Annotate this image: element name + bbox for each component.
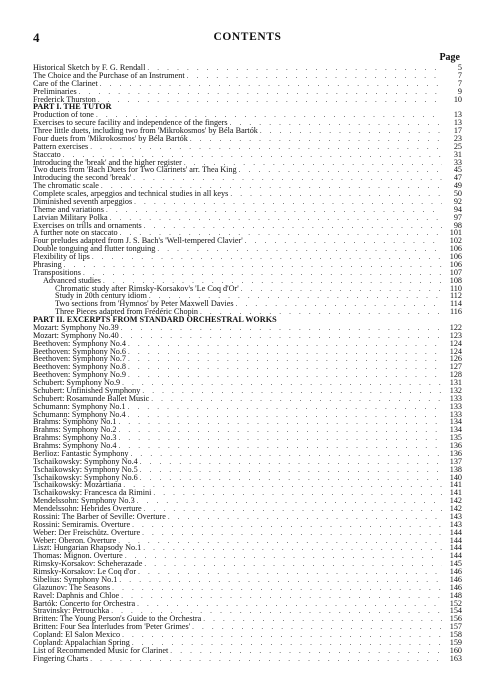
- dot-leader: [190, 136, 442, 144]
- toc-entry-page: 33: [453, 157, 462, 167]
- toc-entry-page: 163: [449, 653, 462, 663]
- dot-leader: [122, 632, 442, 640]
- toc-entry-title: Brahms: Symphony No.4: [33, 441, 117, 450]
- page-title: CONTENTS: [213, 31, 282, 43]
- toc-entry-title: A further note on staccato: [33, 228, 118, 238]
- toc-entry-page: 142: [449, 504, 462, 513]
- dot-leader: [132, 640, 442, 648]
- dot-leader: [170, 648, 442, 656]
- toc-entry-page: 140: [449, 472, 462, 482]
- toc-entry-page: 134: [449, 425, 462, 435]
- toc-entry-page: 133: [449, 401, 462, 411]
- dot-leader: [128, 356, 442, 364]
- toc-entry-page: 49: [453, 181, 462, 191]
- toc-entry: [33, 647, 462, 655]
- toc-entry-page: 131: [449, 378, 462, 387]
- toc-entry-page: 159: [449, 637, 462, 647]
- dot-leader: [100, 81, 442, 89]
- toc-entry-title: Introducing the second 'break': [33, 173, 132, 183]
- toc-entry-page: 98: [453, 220, 462, 230]
- toc-entry-page: 5: [457, 63, 462, 72]
- toc-section-heading: [33, 103, 462, 111]
- toc-entry-page: 143: [449, 519, 462, 529]
- toc-entry-title: Rimsky-Korsakov: Le Coq d'or: [33, 567, 137, 576]
- toc-entry-page: 160: [449, 645, 462, 655]
- toc-entry-title: Beethoven: Symphony No.8: [33, 362, 127, 372]
- dot-leader: [131, 451, 442, 459]
- toc-entry-title: Frederick Thurston: [33, 94, 96, 104]
- toc-entry-title: Tschaikowsky: Mozartiana: [33, 480, 122, 490]
- toc-entry-title: Beethoven: Symphony No.7: [33, 354, 127, 364]
- dot-leader: [122, 380, 442, 388]
- dot-leader: [106, 207, 442, 215]
- dot-leader: [79, 89, 442, 97]
- dot-leader: [118, 443, 442, 451]
- toc-entry: [33, 80, 462, 88]
- toc-entry-page: 123: [449, 330, 462, 340]
- toc-entry-title: Rossini: The Barber of Seville: Overture: [33, 511, 166, 521]
- toc-entry-page: 126: [449, 354, 462, 364]
- toc-entry-title: Beethoven: Symphony No.4: [33, 338, 127, 348]
- toc-entry-title: Tschaikowsky: Symphony No.6: [33, 472, 138, 482]
- toc-entry-title: Three little duets, including two from 'Mikrokosmos' by Béla Bartók: [33, 126, 258, 135]
- toc-entry-page: 13: [453, 110, 462, 120]
- toc-entry-title: Schumann: Symphony No.1: [33, 401, 126, 411]
- toc-entry-title: Transpositions: [33, 267, 81, 277]
- toc-entry-page: 137: [449, 456, 462, 466]
- toc-entry-title: Sibelius: Symphony No.1: [33, 574, 118, 584]
- dot-leader: [144, 561, 442, 569]
- toc-entry-title: Schumann: Symphony No.4: [33, 409, 126, 419]
- toc-entry-title: Brahms: Symphony No.1: [33, 417, 117, 427]
- dot-leader: [187, 73, 442, 81]
- toc-entry-page: 92: [453, 196, 462, 206]
- toc-entry-title: Schubert: Unfinished Symphony: [33, 385, 141, 395]
- dot-leader: [140, 475, 442, 483]
- dot-leader: [90, 144, 442, 152]
- toc-entry-title: Staccato: [33, 149, 61, 159]
- toc-entry-title: Two duets from 'Bach Duets for Two Clarinets' arr. Thea King: [33, 165, 237, 175]
- dot-leader: [230, 191, 442, 199]
- toc-entry-title: Advanced studies: [43, 275, 101, 285]
- dot-leader: [157, 246, 442, 254]
- dot-leader: [143, 545, 442, 553]
- dot-leader: [119, 577, 442, 585]
- dot-leader: [110, 215, 442, 223]
- dot-leader: [90, 656, 442, 664]
- toc-entry-title: Tschaikowsky: Symphony No.4: [33, 456, 138, 466]
- toc-entry-title: Bartók: Concerto for Orchestra: [33, 598, 136, 608]
- dot-leader: [121, 333, 442, 341]
- toc-entry-title: Brahms: Symphony No.2: [33, 425, 117, 435]
- toc-entry-title: Care of the Clarinet: [33, 78, 98, 88]
- toc-entry-title: Rimsky-Korsakov: Scheherazade: [33, 559, 143, 569]
- dot-leader: [142, 388, 442, 396]
- toc-entry-page: 134: [449, 417, 462, 427]
- table-of-contents: [33, 64, 462, 663]
- toc-entry-page: 158: [449, 630, 462, 639]
- toc-entry-page: 127: [449, 362, 462, 372]
- toc-entry-page: 141: [449, 480, 462, 490]
- toc-entry-title: Flexibility of lips: [33, 252, 90, 261]
- toc-entry-title: The Choice and the Purchase of an Instrument: [33, 70, 185, 80]
- toc-entry-title: PART II. EXCERPTS FROM STANDARD ORCHESTRAL WORKS: [33, 315, 277, 324]
- toc-entry-title: Mozart: Symphony No.39: [33, 322, 119, 332]
- toc-entry-page: 136: [449, 441, 462, 450]
- dot-leader: [83, 270, 442, 278]
- dot-leader: [203, 616, 442, 624]
- toc-entry-page: 13: [453, 118, 462, 128]
- toc-entry-title: Copland: Appalachian Spring: [33, 637, 130, 647]
- toc-entry-page: 141: [449, 488, 462, 498]
- toc-entry-page: 146: [449, 567, 462, 576]
- toc-entry-title: Schubert: Symphony No.9: [33, 378, 121, 387]
- toc-entry-page: 146: [449, 582, 462, 592]
- toc-entry-title: Study in 20th century idiom: [55, 291, 147, 301]
- dot-leader: [230, 120, 442, 128]
- toc-entry-page: 47: [453, 173, 462, 183]
- toc-entry-page: 142: [449, 496, 462, 506]
- dot-leader: [138, 569, 442, 577]
- toc-entry-page: 132: [449, 385, 462, 395]
- dot-leader: [133, 175, 442, 183]
- toc-entry-title: Thomas: Mignon. Overture: [33, 551, 123, 561]
- toc-entry-page: 7: [457, 78, 462, 88]
- toc-entry-page: 112: [450, 291, 462, 301]
- dot-leader: [112, 585, 442, 593]
- toc-entry-title: Two sections from 'Hymnos' by Peter Maxwell Davies: [55, 299, 234, 309]
- toc-entry-title: Theme and variations: [33, 204, 104, 214]
- page-column-label: Page: [439, 52, 460, 63]
- toc-entry-page: 148: [449, 590, 462, 600]
- toc-entry-page: 31: [453, 149, 462, 159]
- toc-entry-title: Weber: Oberon. Overture: [33, 535, 117, 545]
- toc-entry-title: Exercises on trills and ornaments: [33, 220, 142, 230]
- toc-entry-page: 156: [449, 614, 462, 624]
- toc-entry-title: Complete scales, arpeggios and technical studies in all keys: [33, 189, 229, 198]
- toc-entry-title: Mendelssohn: Symphony No.3: [33, 496, 135, 506]
- dot-leader: [260, 128, 442, 136]
- toc-entry-page: 102: [449, 236, 462, 246]
- toc-entry-title: Copland: El Salon Mexico: [33, 630, 121, 639]
- toc-entry-page: 157: [449, 622, 462, 632]
- toc-entry-page: 10: [453, 94, 462, 104]
- dot-leader: [239, 167, 442, 175]
- page-number: 4: [33, 30, 40, 45]
- toc-entry-page: 50: [453, 189, 462, 198]
- toc-entry-page: 122: [449, 322, 462, 332]
- dot-leader: [125, 553, 442, 561]
- dot-leader: [144, 223, 442, 231]
- dot-leader: [142, 530, 442, 538]
- toc-entry-title: Beethoven: Symphony No.6: [33, 346, 127, 356]
- toc-entry-title: Britten: The Young Person's Guide to the Orchestra: [33, 614, 202, 624]
- dot-leader: [128, 349, 442, 357]
- toc-entry-title: Brahms: Symphony No.3: [33, 433, 117, 443]
- dot-leader: [64, 262, 442, 270]
- toc-entry-title: The chromatic scale: [33, 181, 99, 191]
- dot-leader: [134, 199, 442, 207]
- toc-entry-page: 106: [449, 252, 462, 261]
- toc-entry-page: 7: [457, 70, 462, 80]
- toc-entry-page: 144: [449, 551, 462, 561]
- dot-leader: [153, 490, 442, 498]
- dot-leader: [168, 514, 442, 522]
- toc-entry-title: Stravinsky: Petrouchka: [33, 606, 110, 616]
- dot-leader: [147, 65, 442, 73]
- toc-entry-page: 135: [449, 433, 462, 443]
- toc-entry-page: 124: [449, 338, 462, 348]
- toc-entry-title: Berlioz: Fantastic Symphony: [33, 448, 129, 458]
- toc-entry-page: 138: [449, 464, 462, 474]
- toc-entry-page: 101: [449, 228, 462, 238]
- toc-entry-page: 106: [449, 244, 462, 254]
- dot-leader: [137, 601, 442, 609]
- dot-leader: [123, 482, 442, 490]
- toc-entry: [33, 88, 462, 96]
- toc-entry-title: Double tonguing and flutter tonguing: [33, 244, 156, 254]
- toc-entry-page: 133: [449, 409, 462, 419]
- dot-leader: [128, 364, 442, 372]
- toc-entry-page: 9: [457, 86, 462, 96]
- toc-entry-page: 152: [449, 598, 462, 608]
- toc-entry-page: 144: [449, 535, 462, 545]
- toc-entry-title: Tschaikowsky: Francesca da Rimini: [33, 488, 152, 498]
- toc-entry-title: Rossini: Semiramis. Overture: [33, 519, 131, 529]
- dot-leader: [128, 372, 442, 380]
- dot-leader: [192, 624, 442, 632]
- toc-entry-title: Four duets from 'Mikrokosmos' by Béla Bartók: [33, 133, 188, 143]
- dot-leader: [151, 396, 442, 404]
- toc-entry-title: Latvian Military Polka: [33, 212, 108, 222]
- toc-entry-title: PART I. THE TUTOR: [33, 102, 112, 112]
- toc-entry-page: 145: [449, 559, 462, 569]
- toc-entry-title: Beethoven: Symphony No.9: [33, 370, 127, 380]
- dot-leader: [128, 404, 442, 412]
- toc-entry-page: 45: [453, 165, 462, 175]
- toc-entry-title: Exercises to secure facility and independence of the fingers: [33, 118, 228, 128]
- toc-entry: [33, 253, 462, 261]
- dot-leader: [98, 97, 442, 105]
- toc-entry-page: 144: [449, 527, 462, 537]
- dot-leader: [144, 506, 442, 514]
- toc-entry-title: Pattern exercises: [33, 141, 89, 151]
- toc-entry-page: 107: [449, 267, 462, 277]
- toc-entry: [33, 143, 462, 151]
- dot-leader: [118, 435, 442, 443]
- dot-leader: [118, 419, 442, 427]
- dot-leader: [241, 286, 442, 294]
- toc-entry-page: 97: [453, 212, 462, 222]
- toc-entry-title: Diminished seventh arpeggios: [33, 196, 133, 206]
- toc-entry-page: 108: [449, 275, 462, 285]
- toc-entry-title: Liszt: Hungarian Rhapsody No.1: [33, 543, 142, 553]
- toc-entry-title: Mozart: Symphony No.40: [33, 330, 119, 340]
- toc-entry-title: Four preludes adapted from J. S. Bach's 'Well-tempered Clavier': [33, 236, 243, 246]
- toc-entry-title: Fingering Charts: [33, 653, 89, 663]
- toc-entry-title: Historical Sketch by F. G. Rendall: [33, 63, 146, 72]
- toc-entry-title: Preliminaries: [33, 86, 77, 96]
- dot-leader: [140, 459, 442, 467]
- toc-entry: [33, 655, 462, 663]
- toc-entry-page: 136: [449, 448, 462, 458]
- toc-entry-page: 23: [453, 133, 462, 143]
- toc-entry: [33, 135, 462, 143]
- toc-entry-page: 124: [449, 346, 462, 356]
- toc-entry-title: Schubert: Rosamunde Ballet Music: [33, 393, 150, 403]
- dot-leader: [118, 427, 442, 435]
- toc-entry-title: Production of tone: [33, 110, 94, 120]
- toc-entry-title: Phrasing: [33, 259, 62, 269]
- toc-entry-title: List of Recommended Music for Clarinet: [33, 645, 169, 655]
- toc-entry-page: 116: [450, 307, 462, 317]
- toc-entry-title: Chromatic study after Rimsky-Korsakov's 'Le Coq d'Or': [55, 283, 239, 293]
- dot-leader: [236, 301, 442, 309]
- dot-leader: [137, 498, 442, 506]
- toc-entry-title: Ravel: Daphnis and Chloe: [33, 590, 120, 600]
- toc-entry-title: Tschaikowsky: Symphony No.5: [33, 464, 138, 474]
- toc-entry-title: Weber: Der Freischütz. Overture: [33, 527, 141, 537]
- dot-leader: [121, 325, 442, 333]
- toc-entry-page: 106: [449, 259, 462, 269]
- toc-entry-page: 133: [449, 393, 462, 403]
- dot-leader: [92, 254, 442, 262]
- dot-leader: [128, 341, 442, 349]
- dot-leader: [245, 238, 442, 246]
- toc-entry-page: 25: [453, 141, 462, 151]
- toc-entry-title: Mendelssohn: Hebrides Overture: [33, 504, 142, 513]
- toc-entry-page: 154: [449, 606, 462, 616]
- dot-leader: [128, 412, 442, 420]
- toc-entry-page: 114: [450, 299, 462, 309]
- toc-entry-page: 110: [450, 283, 462, 293]
- dot-leader: [121, 593, 442, 601]
- toc-entry-page: 128: [449, 370, 462, 380]
- toc-entry-page: 143: [449, 511, 462, 521]
- toc-entry-page: 144: [449, 543, 462, 553]
- dot-leader: [132, 522, 442, 530]
- dot-leader: [118, 538, 442, 546]
- toc-entry-title: Glazunov: The Seasons: [33, 582, 111, 592]
- toc-entry-page: 94: [453, 204, 462, 214]
- toc-entry-page: 146: [449, 574, 462, 584]
- dot-leader: [140, 467, 442, 475]
- toc-entry-page: 17: [453, 126, 462, 135]
- toc-entry: [33, 261, 462, 269]
- toc-entry-title: Three Pieces adapted from Frédéric Chopin: [55, 307, 199, 317]
- toc-entry-title: Introducing the 'break' and the higher register: [33, 157, 182, 167]
- toc-entry-title: Britten: Four Sea Interludes from 'Peter Grimes': [33, 622, 191, 632]
- toc-entry: [33, 245, 462, 253]
